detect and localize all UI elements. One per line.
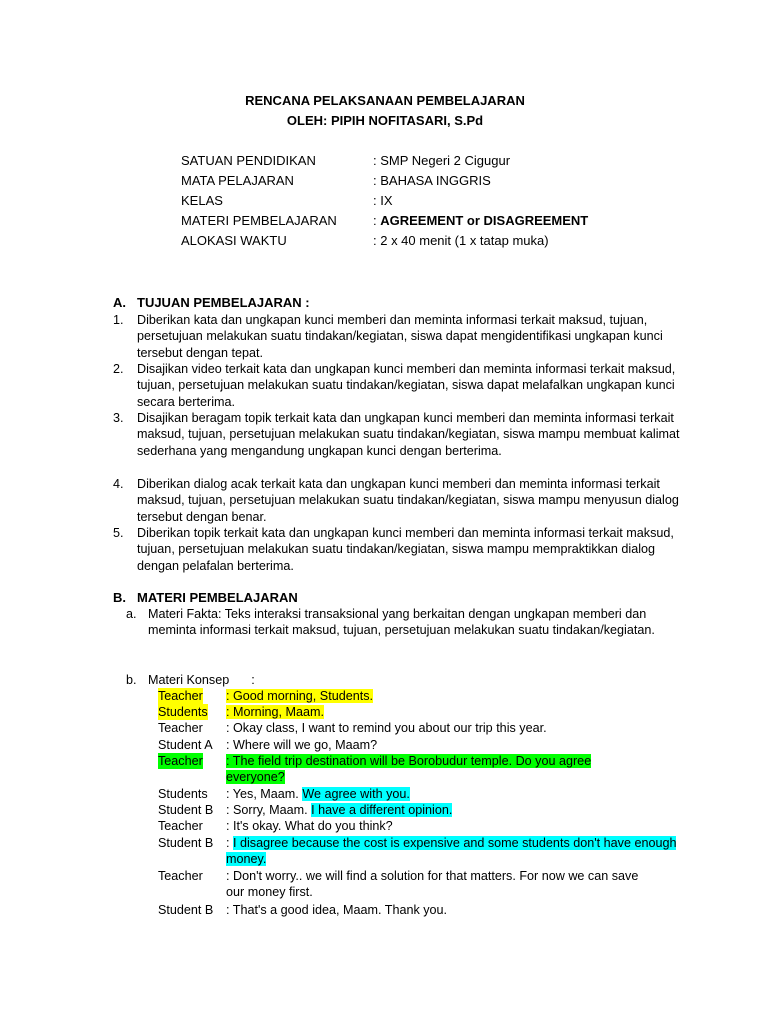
dialog-highlight: We agree with you. xyxy=(302,787,410,801)
document-title: RENCANA PELAKSANAAN PEMBELAJARAN xyxy=(245,93,525,108)
identity-key: SATUAN PENDIDIKAN xyxy=(181,153,316,168)
section-b-heading xyxy=(113,590,298,605)
section-a-heading xyxy=(113,295,310,310)
list-number: 3. xyxy=(113,411,124,425)
dialog-text xyxy=(226,720,686,736)
list-number: 1. xyxy=(113,313,124,327)
list-text: Diberikan topik terkait kata dan ungkapan kunci memberi dan meminta informasi terkait maksud, tujuan, persetujuan melakukan suatu tindakan/kegiatan, siswa mampu mempraktikkan dialog dengan pelafalan berterima. xyxy=(137,526,674,573)
dialog-plain: : Sorry, Maam. xyxy=(226,803,312,817)
dialog-plain: : That's a good idea, Maam. Thank you. xyxy=(226,903,448,917)
dialog-plain: : Yes, Maam. xyxy=(226,787,303,801)
sub-number: b. xyxy=(126,673,137,687)
sub-text xyxy=(148,672,688,688)
dialog-speaker: Teacher xyxy=(158,689,203,703)
identity-value-bold: AGREEMENT or DISAGREEMENT xyxy=(380,213,589,228)
list-text: Diberikan dialog acak terkait kata dan ungkapan kunci memberi dan meminta informasi terkait maksud, tujuan, persetujuan melakukan suatu tindakan/kegiatan, siswa mampu menyusun dialog tersebut dengan benar. xyxy=(137,477,679,524)
dialog-speaker: Teacher xyxy=(158,819,203,833)
section-letter: B. xyxy=(113,590,126,605)
dialog-text xyxy=(226,737,686,753)
list-number: 5. xyxy=(113,526,124,540)
dialog-text xyxy=(226,753,636,786)
dialog-text xyxy=(226,688,686,704)
dialog-speaker: Students xyxy=(158,787,208,801)
dialog-plain: : Where will we go, Maam? xyxy=(226,738,378,752)
list-number: 4. xyxy=(113,477,124,491)
konsep-label: Materi Konsep xyxy=(148,673,230,687)
dialog-plain: : It's okay. What do you think? xyxy=(226,819,393,833)
dialog-highlight: : Good morning, Students. xyxy=(226,689,374,703)
dialog-speaker: Students xyxy=(158,705,208,719)
dialog-speaker: Teacher xyxy=(158,721,203,735)
identity-key: MATERI PEMBELAJARAN xyxy=(181,213,337,228)
section-title: TUJUAN PEMBELAJARAN : xyxy=(137,295,310,310)
dialog-highlight: : The field trip destination will be Borobudur temple. Do you agree everyone? xyxy=(226,754,592,785)
identity-key: MATA PELAJARAN xyxy=(181,173,294,188)
dialog-text xyxy=(226,704,686,720)
dialog-highlight: I have a different opinion. xyxy=(311,803,453,817)
list-text: Disajikan video terkait kata dan ungkapan kunci memberi dan meminta informasi terkait maksud, tujuan, persetujuan melakukan suatu tindakan/kegiatan, siswa dapat melafalkan ungkapan kunci secara berterima. xyxy=(137,362,676,409)
identity-value: : SMP Negeri 2 Cigugur xyxy=(373,153,511,168)
dialog-highlight: I disagree because the cost is expensive and some students don't have enough money. xyxy=(226,836,677,867)
dialog-plain: : xyxy=(226,836,233,850)
dialog-speaker: Student A xyxy=(158,738,213,752)
dialog-text xyxy=(226,902,686,918)
identity-value: : IX xyxy=(373,193,393,208)
list-text: Disajikan beragam topik terkait kata dan ungkapan kunci memberi dan meminta informasi terkait maksud, tujuan, persetujuan melakukan suatu tindakan/kegiatan, siswa mampu membuat kalimat sederhana yang mengandung ungkapan kunci dengan berterima. xyxy=(137,411,680,458)
dialog-plain: : Don't worry.. we will find a solution for that matters. For now we can save our money first. xyxy=(226,869,639,900)
identity-value xyxy=(373,211,588,231)
dialog-speaker: Teacher xyxy=(158,869,203,883)
dialog-text xyxy=(226,868,656,901)
document-author: OLEH: PIPIH NOFITASARI, S.Pd xyxy=(286,113,484,128)
dialog-speaker: Student B xyxy=(158,803,214,817)
identity-value: : BAHASA INGGRIS xyxy=(373,173,491,188)
dialog-text xyxy=(226,835,682,868)
dialog-speaker: Student B xyxy=(158,836,214,850)
dialog-text xyxy=(226,818,686,834)
sub-number: a. xyxy=(126,607,137,621)
dialog-text xyxy=(226,802,686,818)
dialog-highlight: : Morning, Maam. xyxy=(226,705,324,719)
section-letter: A. xyxy=(113,295,126,310)
dialog-speaker: Student B xyxy=(158,903,214,917)
identity-key: KELAS xyxy=(181,193,223,208)
list-number: 2. xyxy=(113,362,124,376)
list-text: Diberikan kata dan ungkapan kunci memberi dan meminta informasi terkait maksud, tujuan, persetujuan melakukan suatu tindakan/kegiatan, siswa dapat mengidentifikasi ungkapan kunci tersebut dengan tepat. xyxy=(137,313,663,360)
identity-value: : 2 x 40 menit (1 x tatap muka) xyxy=(373,233,549,248)
identity-value-prefix: : xyxy=(373,213,381,228)
dialog-speaker: Teacher xyxy=(158,754,203,768)
identity-key: ALOKASI WAKTU xyxy=(181,233,287,248)
section-title: MATERI PEMBELAJARAN xyxy=(137,590,298,605)
dialog-text xyxy=(226,786,686,802)
konsep-colon: : xyxy=(251,673,255,687)
sub-text: Materi Fakta: Teks interaksi transaksional yang berkaitan dengan ungkapan memberi dan meminta informasi terkait maksud, tujuan, persetujuan melakukan suatu tindakan/kegiatan. xyxy=(148,607,655,638)
dialog-plain: : Okay class, I want to remind you about our trip this year. xyxy=(226,721,547,735)
